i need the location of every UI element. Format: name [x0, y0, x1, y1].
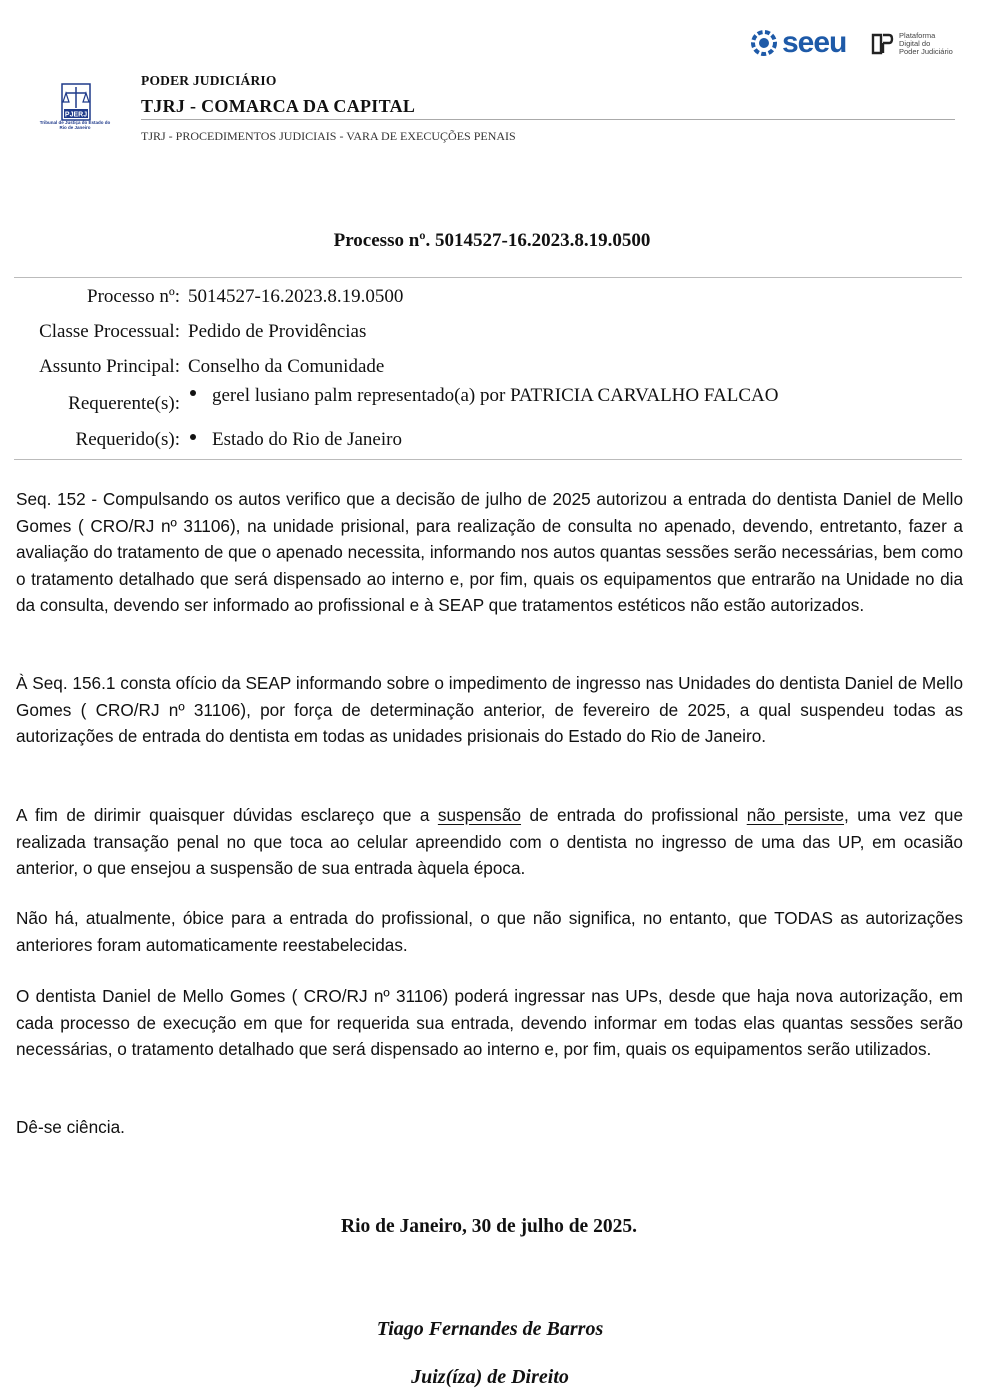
- paragraph-2: À Seq. 156.1 consta ofício da SEAP informando sobre o impedimento de ingresso nas Unidades do dentista Daniel de Mello Gomes ( CRO/RJ nº 31106), por força de determinação anterior, de fevereiro de 2025, a qual suspendeu todas as autorizações de entrada do dentista em todas as unidades prisionais do Estado do Rio de Janeiro.: [16, 673, 963, 746]
- meta-label: Requerido(s):: [75, 429, 180, 450]
- seeu-logo-text: seeu: [782, 26, 847, 59]
- paragraph-1: Seq. 152 - Compulsando os autos verifico que a decisão de julho de 2025 autorizou a entrada do dentista Daniel de Mello Gomes ( CRO/RJ nº 31106), na unidade prisional, para realização de consulta no apenado, devendo, entretanto, fazer a avaliação do tratamento de que o apenado necessita, informando nos autos quantas sessões serão necessárias, bem como o tratamento detalhado que será dispensado ao interno e, por fim, quais os equipamentos que entrarão na Unidade no dia da consulta, devendo ser informado ao profissional e à SEAP que tratamentos estéticos não estão autorizados.: [16, 489, 963, 615]
- meta-value: [188, 385, 778, 407]
- meta-value: 5014527-16.2023.8.19.0500: [188, 286, 404, 307]
- underlined-suspensao: suspensão: [437, 805, 522, 825]
- meta-value: [188, 429, 402, 451]
- meta-value-text: Estado do Rio de Janeiro: [212, 429, 402, 450]
- meta-label: Requerente(s):: [68, 393, 180, 414]
- pdpj-logo-text: [899, 32, 953, 56]
- pdpj-line-3: Poder Judiciário: [899, 47, 953, 56]
- meta-top-rule: [14, 277, 962, 278]
- header-poder-judiciario: PODER JUDICIÁRIO: [141, 73, 277, 88]
- meta-label: Assunto Principal:: [39, 356, 180, 377]
- document-date: Rio de Janeiro, 30 de julho de 2025.: [341, 1216, 637, 1237]
- pdpj-line-2: Digital do: [899, 39, 931, 48]
- paragraph-3-text: A fim de dirimir quaisquer dúvidas esclareço que a: [16, 805, 438, 825]
- pdpj-icon: [870, 32, 894, 56]
- header-divider: [141, 119, 955, 120]
- seeu-gear-icon: [750, 29, 778, 57]
- bullet-icon: [190, 390, 196, 396]
- signer-name: Tiago Fernandes de Barros: [376, 1318, 604, 1340]
- seeu-logo: [750, 28, 846, 58]
- meta-value: Conselho da Comunidade: [188, 356, 385, 377]
- paragraph-4: Não há, atualmente, óbice para a entrada do profissional, o que não significa, no entanto, que TODAS as autorizações anteriores foram automaticamente reestabelecidas.: [16, 908, 963, 955]
- meta-bottom-rule: [14, 459, 962, 460]
- emblem-caption: Tribunal de Justiça do Estado do Rio de Janeiro: [39, 120, 111, 130]
- meta-value-text: gerel lusiano palm representado(a) por PATRICIA CARVALHO FALCAO: [212, 385, 779, 406]
- meta-value: Pedido de Providências: [188, 321, 367, 342]
- bullet-icon: [190, 434, 196, 440]
- meta-label: Classe Processual:: [39, 321, 180, 342]
- paragraph-3: [16, 802, 963, 882]
- pdpj-logo: [870, 30, 953, 58]
- paragraph-6: Dê-se ciência.: [16, 1117, 125, 1137]
- document-title: Processo nº. 5014527-16.2023.8.19.0500: [333, 230, 651, 251]
- paragraph-3-text: de entrada do profissional: [521, 805, 747, 825]
- signer-role: Juiz(íza) de Direito: [411, 1366, 569, 1388]
- header-vara: TJRJ - PROCEDIMENTOS JUDICIAIS - VARA DE EXECUÇÕES PENAIS: [141, 129, 516, 143]
- pdpj-line-1: Plataforma: [899, 31, 936, 40]
- meta-label: Processo nº:: [87, 286, 180, 307]
- underlined-nao-persiste: não persiste: [746, 805, 845, 825]
- paragraph-5: O dentista Daniel de Mello Gomes ( CRO/RJ nº 31106) poderá ingressar nas UPs, desde que haja nova autorização, em cada processo de execução em que for requerida sua entrada, devendo informar em todas elas quantas sessões serão necessárias, o tratamento detalhado que será dispensado ao interno e, por fim, quais os equipamentos serão utilizados.: [16, 986, 963, 1059]
- paragraph-3-text: , uma vez que realizada transação penal no que toca ao celular apreendido com o dentista no ingresso de uma das UP, em ocasião anterior, o que ensejou a suspensão de sua entrada àquela época.: [16, 805, 964, 878]
- emblem-text: PJERJ: [64, 111, 88, 119]
- header-comarca: TJRJ - COMARCA DA CAPITAL: [141, 96, 416, 116]
